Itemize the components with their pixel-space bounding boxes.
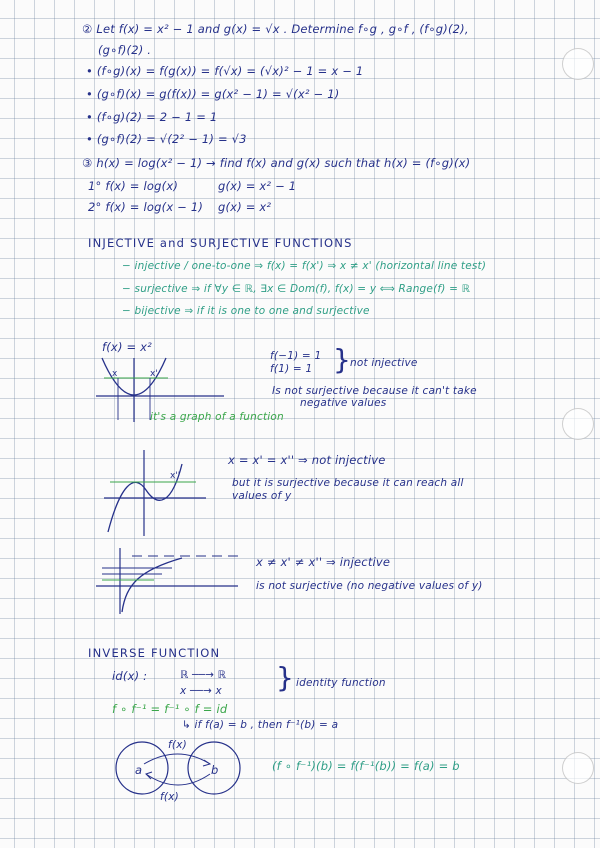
- example-1-value-1: f(−1) = 1: [270, 350, 322, 362]
- increasing-graph: [92, 544, 242, 616]
- gof-result: • (g∘f)(x) = g(f(x)) = g(x² − 1) = √(x² − 1): [86, 87, 340, 101]
- svg-text:x'': x'': [170, 471, 181, 481]
- section-title-inverse: INVERSE FUNCTION: [88, 646, 221, 660]
- exercise-2-statement-cont: (g∘f)(2) .: [98, 43, 152, 57]
- definition-bijective: − bijective ⇒ if it is one to one and surjective: [122, 305, 370, 317]
- example-1-brace: }: [333, 343, 351, 376]
- example-1-surjective-note-cont: negative values: [300, 397, 387, 409]
- identity-map: x ──→ x: [180, 685, 222, 697]
- exercise-3-option2-f: 2° f(x) = log(x − 1): [88, 200, 204, 214]
- fog-result: • (f∘g)(x) = f(g(x)) = f(√x) = (√x)² − 1 = x − 1: [86, 64, 364, 78]
- section-title-injective-surjective: INJECTIVE and SURJECTIVE FUNCTIONS: [88, 236, 353, 250]
- definition-injective: − injective / one-to-one ⇒ f(x) = f(x') ⇒ x ≠ x' (horizontal line test): [122, 260, 487, 272]
- example-3-xs: x ≠ x' ≠ x'' ⇒ injective: [256, 555, 391, 569]
- diagram-element-b: b: [211, 763, 219, 777]
- inverse-composition: (f ∘ f⁻¹)(b) = f(f⁻¹(b)) = f(a) = b: [272, 759, 460, 773]
- identity-domain: ℝ ──→ ℝ: [180, 669, 227, 681]
- diagram-element-a: a: [135, 763, 143, 777]
- inverse-definition: f ∘ f⁻¹ = f⁻¹ ∘ f = id: [112, 702, 228, 716]
- svg-text:x': x': [150, 369, 158, 379]
- example-3-surjective-note: is not surjective (no negative values of y): [256, 580, 483, 592]
- example-2-surjective-note-cont: values of y: [232, 490, 292, 502]
- exercise-3-option2-g: g(x) = x²: [218, 200, 272, 214]
- definition-surjective: − surjective ⇒ if ∀y ∈ ℝ, ∃x ∈ Dom(f), f(x) = y ⟺ Range(f) = ℝ: [122, 283, 471, 295]
- punch-hole-bottom: [562, 752, 594, 784]
- punch-hole-middle: [562, 408, 594, 440]
- gof-at-2: • (g∘f)(2) = √(2² − 1) = √3: [86, 132, 247, 146]
- exercise-3-option1-g: g(x) = x² − 1: [218, 179, 297, 193]
- identity-label: id(x) :: [112, 669, 148, 683]
- fog-at-2: • (f∘g)(2) = 2 − 1 = 1: [86, 110, 218, 124]
- identity-brace: }: [276, 661, 294, 694]
- diagram-bottom-label: f(x): [160, 791, 179, 803]
- example-1-value-2: f(1) = 1: [270, 363, 313, 375]
- punch-hole-top: [562, 48, 594, 80]
- example-1-surjective-note: Is not surjective because it can't take: [272, 385, 477, 397]
- cubic-graph: [100, 446, 210, 538]
- example-2-surjective-note: but it is surjective because it can reach all: [232, 477, 464, 489]
- svg-text:x: x: [112, 369, 118, 379]
- exercise-2-statement: ② Let f(x) = x² − 1 and g(x) = √x . Determine f∘g , g∘f , (f∘g)(2),: [82, 22, 469, 36]
- exercise-3-option1-f: 1° f(x) = log(x): [88, 179, 179, 193]
- exercise-3-statement: ③ h(x) = log(x² − 1) → find f(x) and g(x) such that h(x) = (f∘g)(x): [82, 156, 471, 170]
- diagram-top-label: f(x): [168, 739, 187, 751]
- example-2-xs: x = x' = x'' ⇒ not injective: [228, 453, 386, 467]
- example-1-graph-note: it's a graph of a function: [150, 411, 284, 423]
- example-1-label: f(x) = x²: [102, 340, 152, 354]
- example-1-not-injective: not injective: [350, 357, 418, 369]
- inverse-rule: ↳ if f(a) = b , then f⁻¹(b) = a: [182, 719, 339, 731]
- identity-function-name: identity function: [296, 677, 386, 689]
